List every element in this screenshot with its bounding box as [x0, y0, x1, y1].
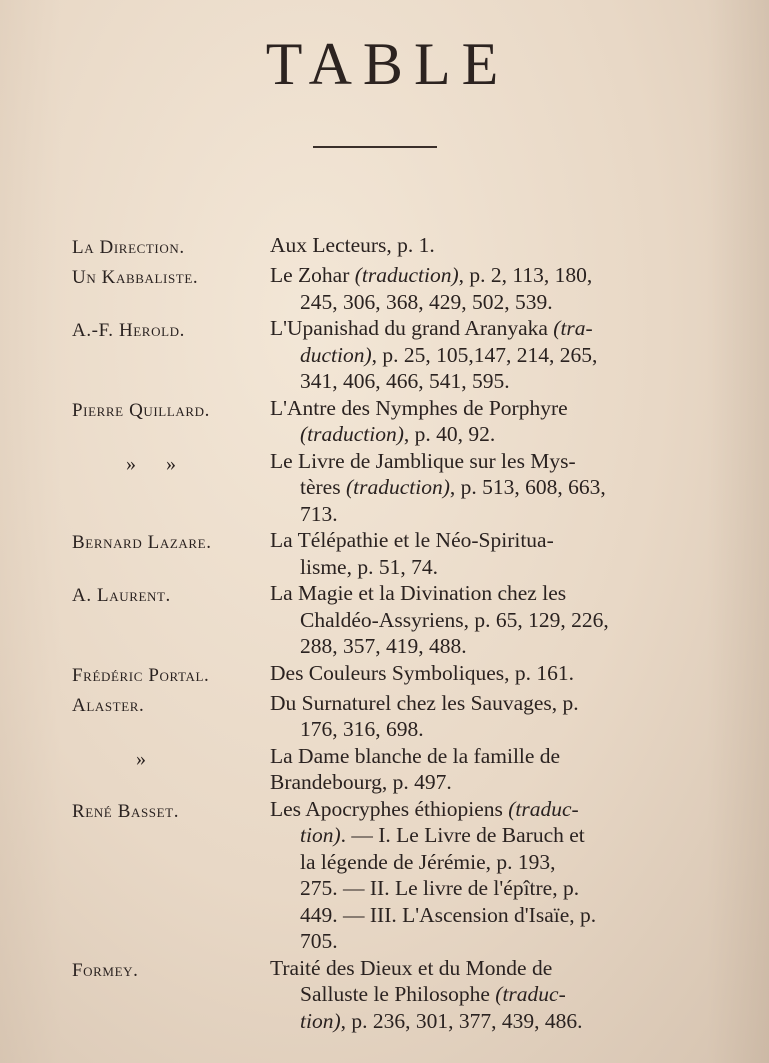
toc-work-line: Les Apocryphes éthiopiens (traduc-	[270, 796, 579, 821]
toc-work-line: 449. — III. L'Ascension d'Isaïe, p.	[300, 902, 597, 927]
page-title: TABLE	[265, 31, 510, 97]
toc-work-line: duction), p. 25, 105,147, 214, 265,	[300, 342, 598, 367]
toc-work-line: Brandebourg, p. 497.	[270, 770, 452, 794]
toc-work-line: Le Livre de Jamblique sur les Mys-	[270, 448, 576, 473]
toc-entry-alaster-ditto	[72, 743, 692, 796]
toc-author: Un Kabbaliste.	[72, 267, 199, 288]
toc-entry-portal	[72, 660, 692, 690]
toc-entry-basset	[72, 796, 692, 955]
toc-work-line: Du Surnaturel chez les Sauvages, p.	[270, 690, 579, 715]
toc-author-ditto: » »	[126, 452, 176, 475]
toc-author: Bernard Lazare.	[72, 532, 212, 553]
toc-work	[270, 796, 692, 955]
toc-work	[270, 448, 692, 528]
toc-author: Frédéric Portal.	[72, 664, 210, 686]
table-of-contents	[72, 232, 692, 1034]
toc-entry-quillard-ditto	[72, 448, 692, 528]
toc-work-line: La Dame blanche de la famille de	[270, 743, 561, 768]
toc-work	[270, 315, 692, 395]
toc-work-line: La Télépathie et le Néo-Spiritua-	[270, 528, 554, 552]
toc-work-line: Chaldéo-Assyriens, p. 65, 129, 226,	[300, 607, 609, 632]
toc-author: A.-F. Herold.	[72, 320, 185, 341]
toc-author: A. Laurent.	[72, 585, 171, 606]
toc-work-line: Des Couleurs Symboliques, p. 161.	[270, 660, 574, 685]
toc-work	[270, 690, 692, 743]
toc-work-line: 713.	[300, 501, 338, 526]
toc-work-line: 705.	[300, 929, 338, 953]
toc-work-line: 288, 357, 419, 488.	[300, 634, 467, 658]
toc-work-line: L'Antre des Nymphes de Porphyre	[270, 395, 568, 420]
toc-work	[270, 527, 692, 580]
toc-work-line: Traité des Dieux et du Monde de	[270, 955, 553, 980]
toc-work-line: Salluste le Philosophe (traduc-	[300, 982, 566, 1006]
toc-entry-direction	[72, 232, 692, 262]
toc-work-line: la légende de Jérémie, p. 193,	[300, 849, 556, 874]
toc-work-line: lisme, p. 51, 74.	[300, 554, 438, 579]
toc-work-line: (traduction), p. 40, 92.	[300, 422, 496, 446]
toc-author: Pierre Quillard.	[72, 399, 210, 421]
toc-author: Alaster.	[72, 694, 145, 716]
title-divider	[313, 146, 437, 148]
toc-work-line: tion), p. 236, 301, 377, 439, 486.	[300, 1008, 583, 1033]
toc-work-line: Aux Lecteurs, p. 1.	[270, 233, 435, 257]
toc-work-line: 341, 406, 466, 541, 595.	[300, 369, 510, 393]
toc-work	[270, 262, 692, 315]
toc-entry-kabbaliste	[72, 262, 692, 315]
toc-work-line: L'Upanishad du grand Aranyaka (tra-	[270, 316, 593, 340]
toc-work-line: tères (traduction), p. 513, 608, 663,	[300, 475, 606, 499]
toc-author: René Basset.	[72, 800, 180, 822]
toc-work	[270, 232, 692, 259]
toc-work	[270, 660, 692, 687]
toc-author: Formey.	[72, 959, 139, 981]
toc-work-line: 245, 306, 368, 429, 502, 539.	[300, 289, 553, 314]
toc-work-line: 176, 316, 698.	[300, 717, 424, 741]
toc-work-line: La Magie et la Divination chez les	[270, 581, 567, 605]
toc-entry-lazare	[72, 527, 692, 580]
toc-entry-alaster	[72, 690, 692, 743]
toc-entry-laurent	[72, 580, 692, 660]
toc-work	[270, 580, 692, 660]
toc-work-line: tion). — I. Le Livre de Baruch et	[300, 823, 585, 847]
toc-work-line: Le Zohar (traduction), p. 2, 113, 180,	[270, 263, 593, 287]
toc-work	[270, 955, 692, 1035]
toc-work	[270, 395, 692, 448]
toc-entry-quillard	[72, 395, 692, 448]
toc-entry-formey	[72, 955, 692, 1035]
toc-entry-herold	[72, 315, 692, 395]
toc-author-ditto: »	[136, 747, 146, 770]
toc-author: La Direction.	[72, 237, 185, 258]
toc-work-line: 275. — II. Le livre de l'épître, p.	[300, 876, 580, 900]
toc-work	[270, 743, 692, 796]
